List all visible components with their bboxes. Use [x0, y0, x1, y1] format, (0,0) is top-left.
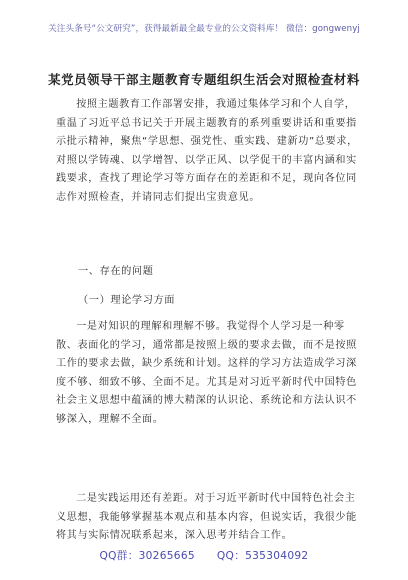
- subsection-heading: （一）理论学习方面: [78, 295, 176, 306]
- paragraph-1-text: 一是对知识的理解和理解不够。我觉得个人学习是一种零散、表面化的学习，通常都是按照上级的要求去做，而不是按照工作的要求去做，缺少系统和计划。这样的学习方法造成学习深度不够、细致不够、全面不足。尤其是对习近平新时代中国特色社会主义思想中蕴涵的博大精深的认识论、系统论和方法认识不够深入，理解不全面。: [56, 321, 357, 425]
- qq-number: QQ：535304092: [216, 550, 309, 562]
- qq-group-number: QQ群：30265665: [99, 550, 195, 562]
- document-title: 某党员领导干部主题教育专题组织生活会对照检查材料: [48, 72, 360, 87]
- intro-paragraph: [56, 96, 360, 208]
- intro-text: 按照主题教育工作部署安排，我通过集体学习和个人自学，重温了习近平总书记关于开展主题教育的系列重要讲话和重要指示批示精神，聚焦“学思想、强党性、重实践、建新功”总要求，对照以学铸魂、以学增智、以学正风、以学促干的丰富内涵和实践要求，查找了理论学习等方面存在的差距和不足，现向各位同志作对照检查，并请同志们提出宝贵意见。: [56, 99, 358, 203]
- paragraph-2-text: 二是实践运用还有差距。对于习近平新时代中国特色社会主义思想，我能够掌握基本观点和基本内容，但说实话，我很少能将其与实际情况联系起来，深入思考并结合工作。: [56, 493, 357, 542]
- body-paragraph-1: [56, 318, 360, 430]
- body-paragraph-2: [56, 490, 360, 546]
- promo-banner: 关注头条号“公文研究”，获得最新最全最专业的公文资料库！ 微信：gongwenyj: [48, 24, 360, 34]
- section-heading: 一、存在的问题: [78, 266, 154, 277]
- contact-footer: [0, 548, 408, 563]
